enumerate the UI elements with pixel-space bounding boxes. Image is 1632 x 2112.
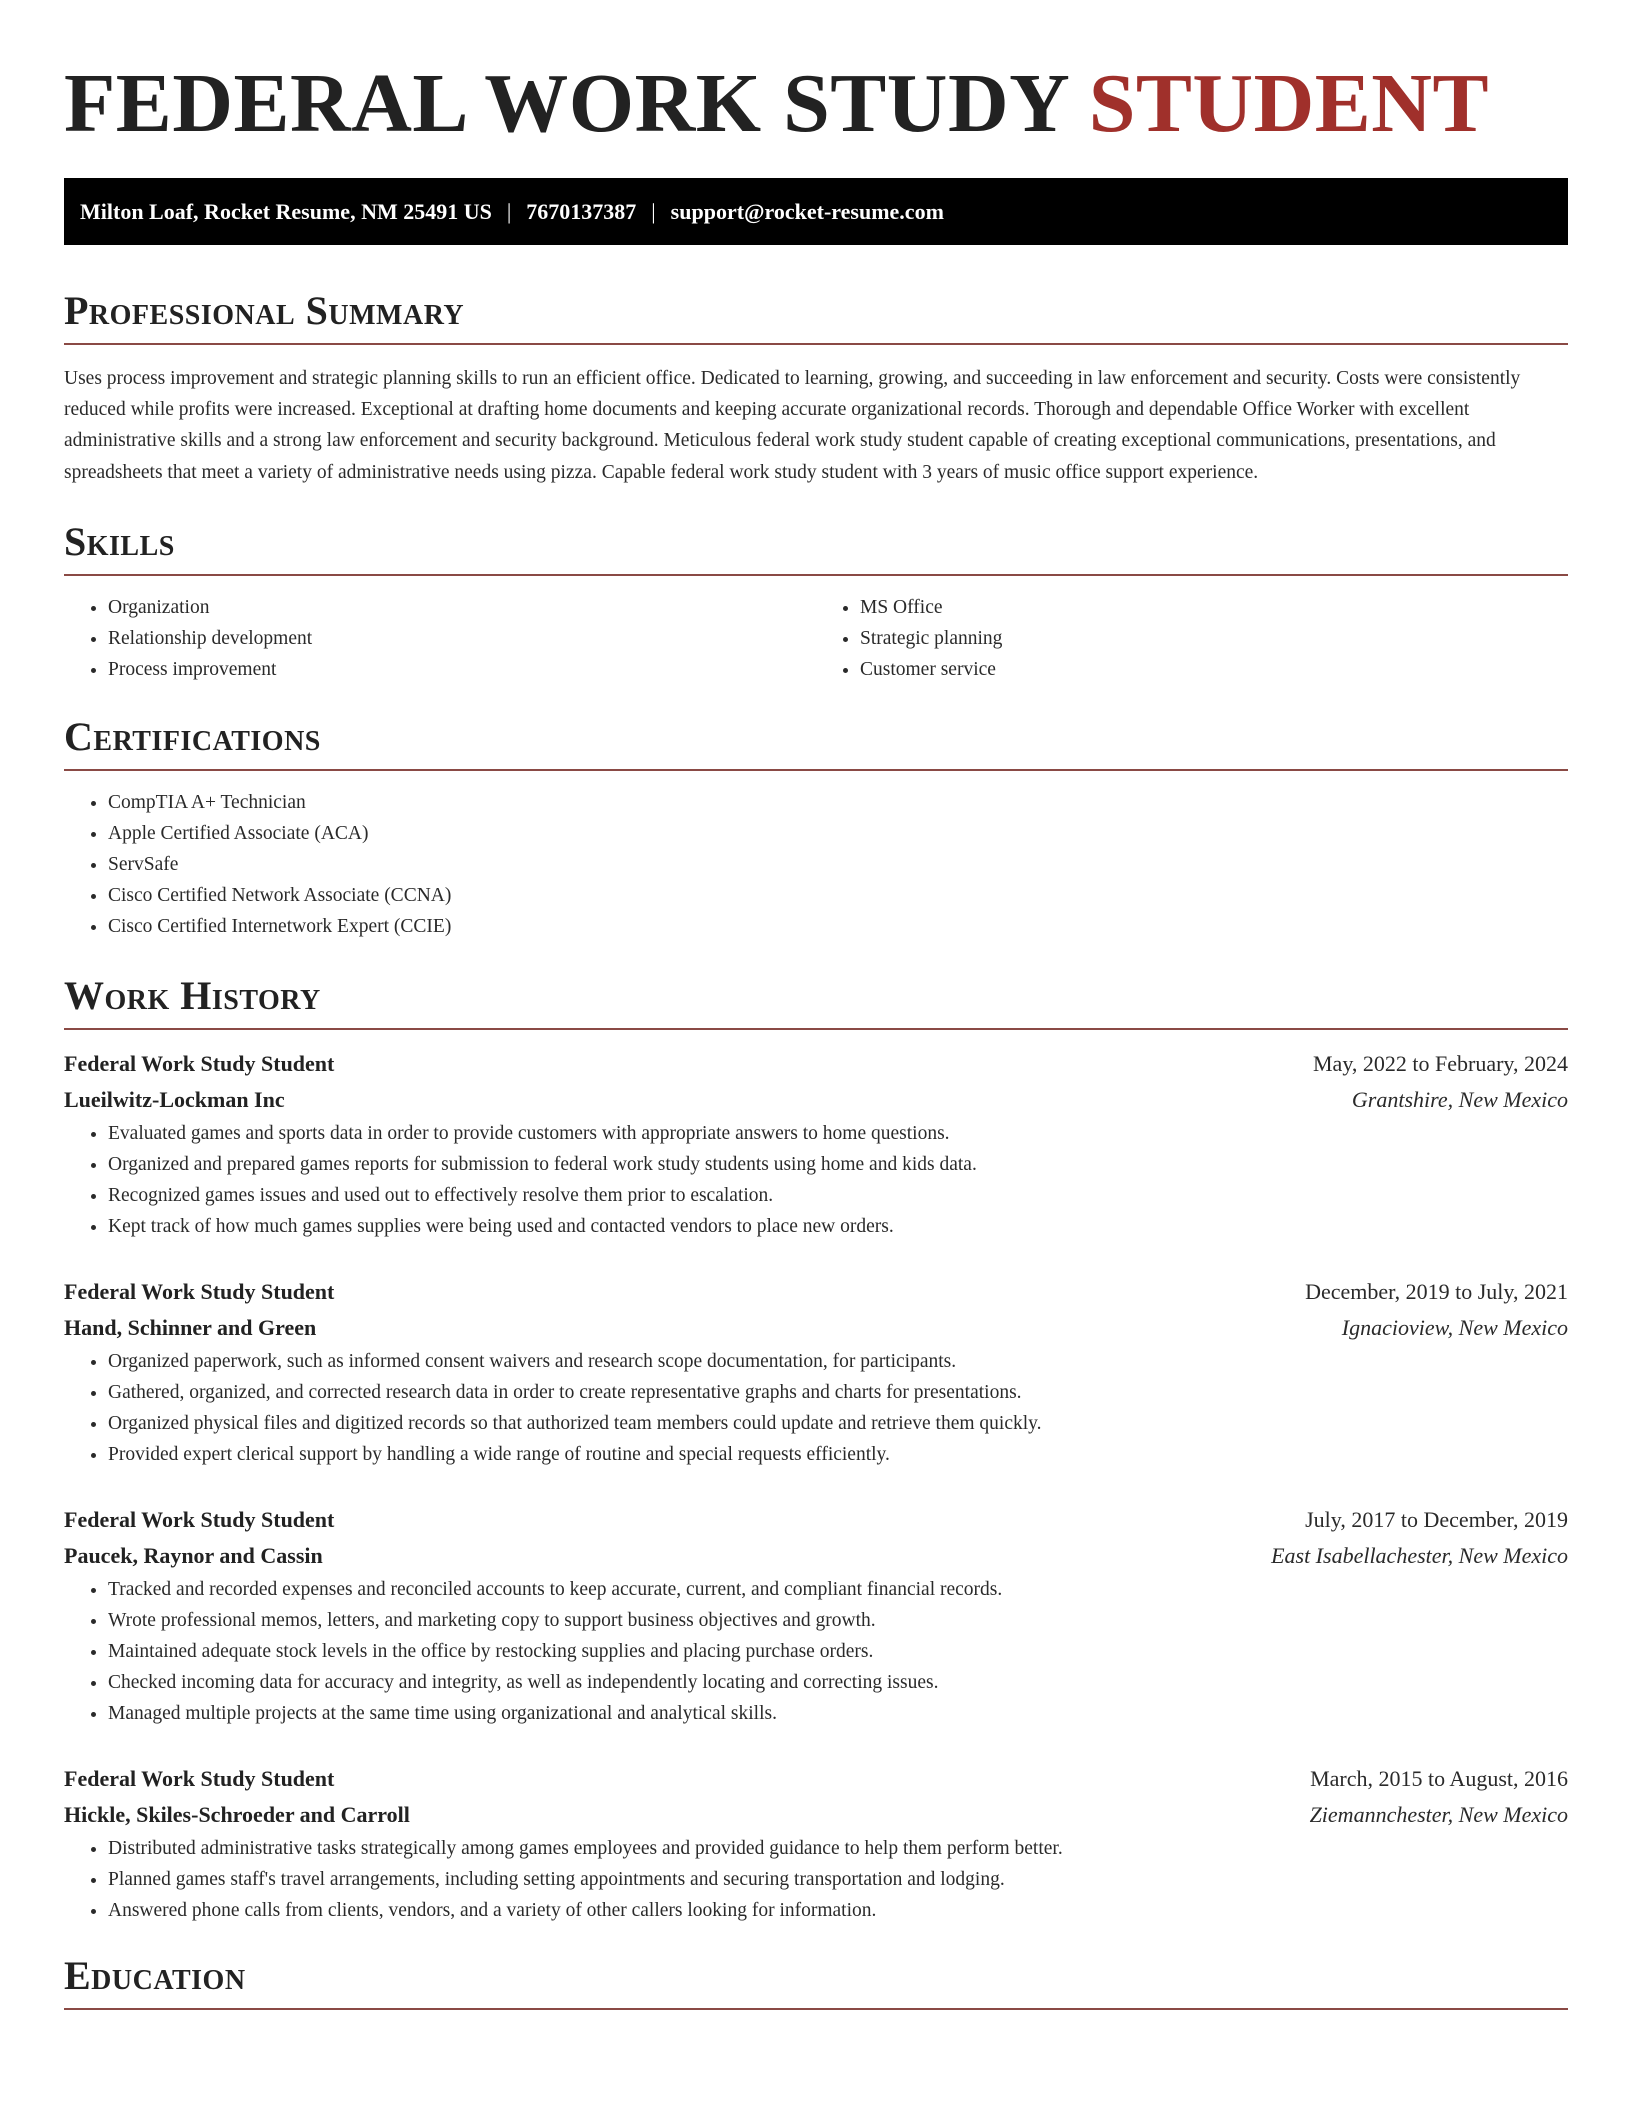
job-bullet: • Kept track of how much games supplies were being used and contacted vendors to place new orders. <box>108 1211 1568 1242</box>
job-bullet: • Provided expert clerical support by handling a wide range of routine and special requests efficiently. <box>108 1439 1568 1470</box>
job-dates: May, 2022 to February, 2024 <box>1313 1050 1568 1076</box>
job-bullet: • Organized physical files and digitized records so that authorized team members could update and retrieve them quickly. <box>108 1408 1568 1439</box>
summary-heading: Professional Summary <box>64 287 1568 345</box>
job-bullet: • Recognized games issues and used out to effectively resolve them prior to escalation. <box>108 1180 1568 1211</box>
skill-item: • Process improvement <box>108 654 816 685</box>
job-company: Hickle, Skiles-Schroeder and Carroll <box>64 1801 410 1827</box>
skill-item: • Customer service <box>860 654 1568 685</box>
resume-page <box>64 0 1568 2010</box>
certification-item: • CompTIA A+ Technician <box>108 787 1568 818</box>
job-entry <box>64 1046 1568 1242</box>
job-bullet: • Maintained adequate stock levels in the office by restocking supplies and placing purchase orders. <box>108 1636 1568 1667</box>
job-bullet: • Distributed administrative tasks strategically among games employees and provided guidance to help them perform better. <box>108 1833 1568 1864</box>
job-company: Lueilwitz-Lockman Inc <box>64 1086 285 1112</box>
skill-item: • Relationship development <box>108 623 816 654</box>
skills-section <box>64 518 1568 685</box>
job-location: Ziemannchester, New Mexico <box>1309 1801 1568 1827</box>
contact-bar <box>64 178 1568 245</box>
job-bullets <box>64 1833 1568 1926</box>
contact-phone: 7670137387 <box>526 198 637 224</box>
job-dates: March, 2015 to August, 2016 <box>1310 1765 1568 1791</box>
job-dates: December, 2019 to July, 2021 <box>1305 1278 1568 1304</box>
job-company: Paucek, Raynor and Cassin <box>64 1542 323 1568</box>
skills-list-left <box>64 592 816 685</box>
job-entry <box>64 1502 1568 1729</box>
job-entry <box>64 1761 1568 1926</box>
job-bullets <box>64 1346 1568 1470</box>
summary-section <box>64 287 1568 488</box>
job-location: Ignacioview, New Mexico <box>1341 1314 1568 1340</box>
certification-item: • ServSafe <box>108 849 1568 880</box>
job-bullet: • Managed multiple projects at the same time using organizational and analytical skills. <box>108 1698 1568 1729</box>
certification-item: • Cisco Certified Internetwork Expert (CCIE) <box>108 911 1568 942</box>
title-accent: STUDENT <box>1088 57 1489 150</box>
education-section <box>64 1952 1568 2010</box>
skills-columns <box>64 592 1568 685</box>
certification-item: • Apple Certified Associate (ACA) <box>108 818 1568 849</box>
job-bullet: • Wrote professional memos, letters, and marketing copy to support business objectives and growth. <box>108 1605 1568 1636</box>
certification-item: • Cisco Certified Network Associate (CCNA) <box>108 880 1568 911</box>
job-bullet: • Answered phone calls from clients, vendors, and a variety of other callers looking for information. <box>108 1895 1568 1926</box>
job-dates: July, 2017 to December, 2019 <box>1305 1506 1568 1532</box>
job-company: Hand, Schinner and Green <box>64 1314 317 1340</box>
job-location: East Isabellachester, New Mexico <box>1271 1542 1568 1568</box>
skill-item: • Strategic planning <box>860 623 1568 654</box>
contact-separator: | <box>506 198 512 224</box>
skills-heading: Skills <box>64 518 1568 576</box>
resume-title <box>64 56 1568 152</box>
job-bullet: • Evaluated games and sports data in order to provide customers with appropriate answers to home questions. <box>108 1118 1568 1149</box>
education-heading: Education <box>64 1952 1568 2010</box>
job-bullets <box>64 1574 1568 1729</box>
summary-text: Uses process improvement and strategic planning skills to run an efficient office. Dedicated to learning, growing, and succeeding in law enforcement and security. Costs were consistently reduced while profits were increased. Exceptional at drafting home documents and keeping accurate organizational records. Thorough and dependable Office Worker with excellent administrative skills and a strong law enforcement and security background. Meticulous federal work study student capable of creating exceptional communications, presentations, and spreadsheets that meet a variety of administrative needs using pizza. Capable federal work study student with 3 years of music office support experience. <box>64 368 1521 483</box>
job-bullet: • Organized paperwork, such as informed consent waivers and research scope documentation, for participants. <box>108 1346 1568 1377</box>
contact-separator: | <box>651 198 656 224</box>
job-location: Grantshire, New Mexico <box>1351 1086 1568 1112</box>
work-history-section <box>64 972 1568 1926</box>
skills-list-right <box>816 592 1568 685</box>
skill-item: • MS Office <box>860 592 1568 623</box>
job-bullet: • Tracked and recorded expenses and reconciled accounts to keep accurate, current, and compliant financial records. <box>108 1574 1568 1605</box>
certifications-section <box>64 713 1568 942</box>
job-bullet: • Checked incoming data for accuracy and integrity, as well as independently locating and correcting issues. <box>108 1667 1568 1698</box>
title-main: FEDERAL WORK STUDY <box>64 57 1068 150</box>
contact-address: Milton Loaf, Rocket Resume, NM 25491 US <box>80 198 492 224</box>
job-bullet: • Organized and prepared games reports for submission to federal work study students using home and kids data. <box>108 1149 1568 1180</box>
job-bullet: • Gathered, organized, and corrected research data in order to create representative graphs and charts for presentations. <box>108 1377 1568 1408</box>
skill-item: • Organization <box>108 592 816 623</box>
certifications-list <box>64 787 1568 942</box>
job-entry <box>64 1274 1568 1470</box>
job-title: Federal Work Study Student <box>64 1765 335 1791</box>
job-title: Federal Work Study Student <box>64 1050 335 1076</box>
contact-email: support@rocket-resume.com <box>670 198 944 224</box>
job-bullets <box>64 1118 1568 1242</box>
work-history-heading: Work History <box>64 972 1568 1030</box>
job-bullet: • Planned games staff's travel arrangements, including setting appointments and securing transportation and lodging. <box>108 1864 1568 1895</box>
job-title: Federal Work Study Student <box>64 1506 335 1532</box>
job-title: Federal Work Study Student <box>64 1278 335 1304</box>
certifications-heading: Certifications <box>64 713 1568 771</box>
